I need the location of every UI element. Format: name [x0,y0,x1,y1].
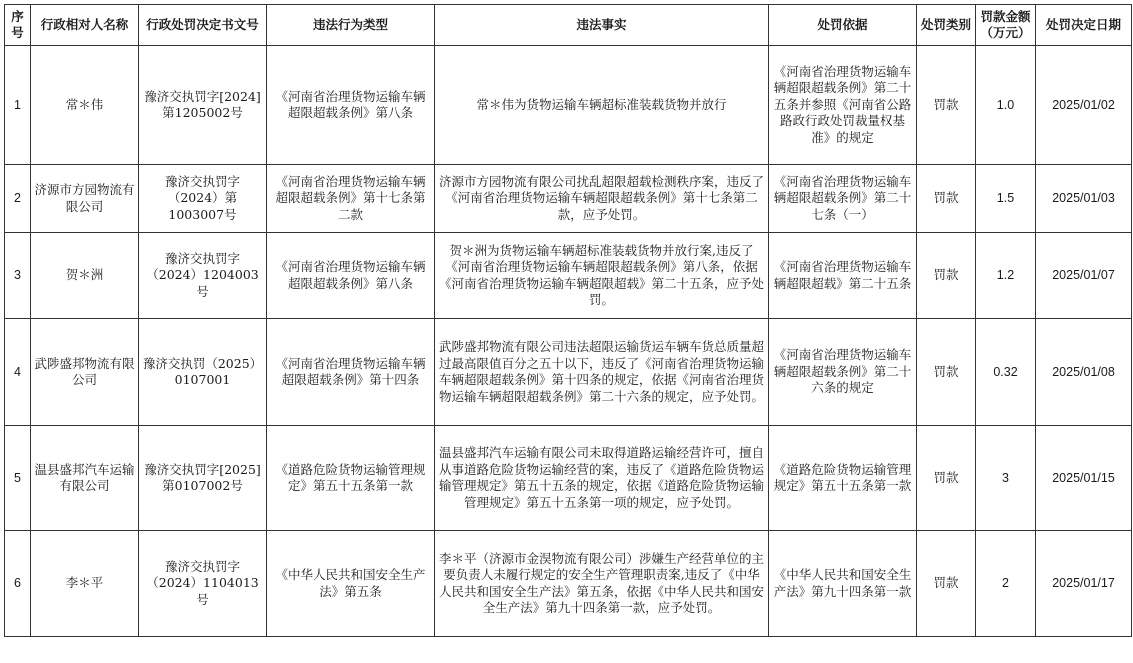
cell-facts: 武陟盛邦物流有限公司违法超限运输货运车辆车货总质量超过最高限值百分之五十以下，违反了《河南省治理货物运输车辆超限超载条例》第十四条的规定，依据《河南省治理货物运输车辆超限超载条例》第二十六条的规定，应予处罚。 [435,319,769,426]
table-row [5,46,1132,165]
cell-doc-no: 豫济交执罚字[2025]第0107002号 [139,426,267,531]
col-header-violation-type: 违法行为类型 [267,5,435,46]
cell-doc-no: 豫济交执罚字（2024）1204003号 [139,233,267,319]
cell-party: 武陟盛邦物流有限公司 [31,319,139,426]
cell-basis: 《道路危险货物运输管理规定》第五十五条第一款 [769,426,917,531]
cell-party: 温县盛邦汽车运输有限公司 [31,426,139,531]
col-header-date: 处罚决定日期 [1036,5,1132,46]
cell-violation-type: 《河南省治理货物运输车辆超限超载条例》第十七条第二款 [267,165,435,233]
cell-facts: 温县盛邦汽车运输有限公司未取得道路运输经营许可，擅自从事道路危险货物运输经营的案，违反了《道路危险货物运输管理规定》第五十五条的规定，依据《道路危险货物运输管理规定》第五十五条第一项的规定，应予处罚。 [435,426,769,531]
penalty-table [4,4,1132,637]
cell-basis: 《中华人民共和国安全生产法》第九十四条第一款 [769,531,917,637]
header-row [5,5,1132,46]
cell-violation-type: 《道路危险货物运输管理规定》第五十五条第一款 [267,426,435,531]
cell-amount: 1.5 [976,165,1036,233]
cell-category: 罚款 [917,319,976,426]
cell-party: 李＊平 [31,531,139,637]
cell-date: 2025/01/17 [1036,531,1132,637]
cell-date: 2025/01/03 [1036,165,1132,233]
table-row [5,233,1132,319]
cell-basis: 《河南省治理货物运输车辆超限超载条例》第二十六条的规定 [769,319,917,426]
cell-category: 罚款 [917,531,976,637]
cell-date: 2025/01/02 [1036,46,1132,165]
cell-seq: 2 [5,165,31,233]
table-row [5,165,1132,233]
cell-basis: 《河南省治理货物运输车辆超限超载条例》第二十七条（一） [769,165,917,233]
cell-amount: 0.32 [976,319,1036,426]
col-header-amount: 罚款金额（万元） [976,5,1036,46]
cell-category: 罚款 [917,165,976,233]
cell-seq: 4 [5,319,31,426]
cell-party: 常＊伟 [31,46,139,165]
table-row [5,319,1132,426]
cell-basis: 《河南省治理货物运输车辆超限超载条例》第二十五条并参照《河南省公路路政行政处罚裁量权基准》的规定 [769,46,917,165]
cell-doc-no: 豫济交执罚字[2024]第1205002号 [139,46,267,165]
col-header-seq: 序号 [5,5,31,46]
cell-amount: 2 [976,531,1036,637]
table-row [5,426,1132,531]
col-header-party: 行政相对人名称 [31,5,139,46]
table-row [5,531,1132,637]
cell-seq: 3 [5,233,31,319]
cell-amount: 3 [976,426,1036,531]
cell-party: 济源市方园物流有限公司 [31,165,139,233]
cell-date: 2025/01/08 [1036,319,1132,426]
cell-violation-type: 《中华人民共和国安全生产法》第五条 [267,531,435,637]
cell-seq: 1 [5,46,31,165]
cell-doc-no: 豫济交执罚字（2024）第1003007号 [139,165,267,233]
col-header-basis: 处罚依据 [769,5,917,46]
cell-doc-no: 豫济交执罚（2025）0107001 [139,319,267,426]
col-header-facts: 违法事实 [435,5,769,46]
cell-basis: 《河南省治理货物运输车辆超限超载》第二十五条 [769,233,917,319]
cell-seq: 5 [5,426,31,531]
cell-party: 贺＊洲 [31,233,139,319]
cell-facts: 贺＊洲为货物运输车辆超标准装载货物并放行案,违反了《河南省治理货物运输车辆超限超载条例》第八条，依据《河南省治理货物运输车辆超限超载》第二十五条，应予处罚。 [435,233,769,319]
cell-amount: 1.0 [976,46,1036,165]
cell-date: 2025/01/07 [1036,233,1132,319]
cell-violation-type: 《河南省治理货物运输车辆超限超载条例》第八条 [267,46,435,165]
cell-violation-type: 《河南省治理货物运输车辆超限超载条例》第十四条 [267,319,435,426]
cell-facts: 常＊伟为货物运输车辆超标准装载货物并放行 [435,46,769,165]
cell-category: 罚款 [917,233,976,319]
cell-facts: 济源市方园物流有限公司扰乱超限超载检测秩序案，违反了《河南省治理货物运输车辆超限超载条例》第十七条第二款，应予处罚。 [435,165,769,233]
cell-date: 2025/01/15 [1036,426,1132,531]
cell-facts: 李＊平（济源市金淏物流有限公司）涉嫌生产经营单位的主要负责人未履行规定的安全生产管理职责案,违反了《中华人民共和国安全生产法》第五条，依据《中华人民共和国安全生产法》第九十四条第一款，应予处罚。 [435,531,769,637]
cell-amount: 1.2 [976,233,1036,319]
cell-seq: 6 [5,531,31,637]
col-header-doc-no: 行政处罚决定书文号 [139,5,267,46]
col-header-category: 处罚类别 [917,5,976,46]
cell-category: 罚款 [917,426,976,531]
cell-category: 罚款 [917,46,976,165]
cell-violation-type: 《河南省治理货物运输车辆超限超载条例》第八条 [267,233,435,319]
cell-doc-no: 豫济交执罚字（2024）1104013号 [139,531,267,637]
